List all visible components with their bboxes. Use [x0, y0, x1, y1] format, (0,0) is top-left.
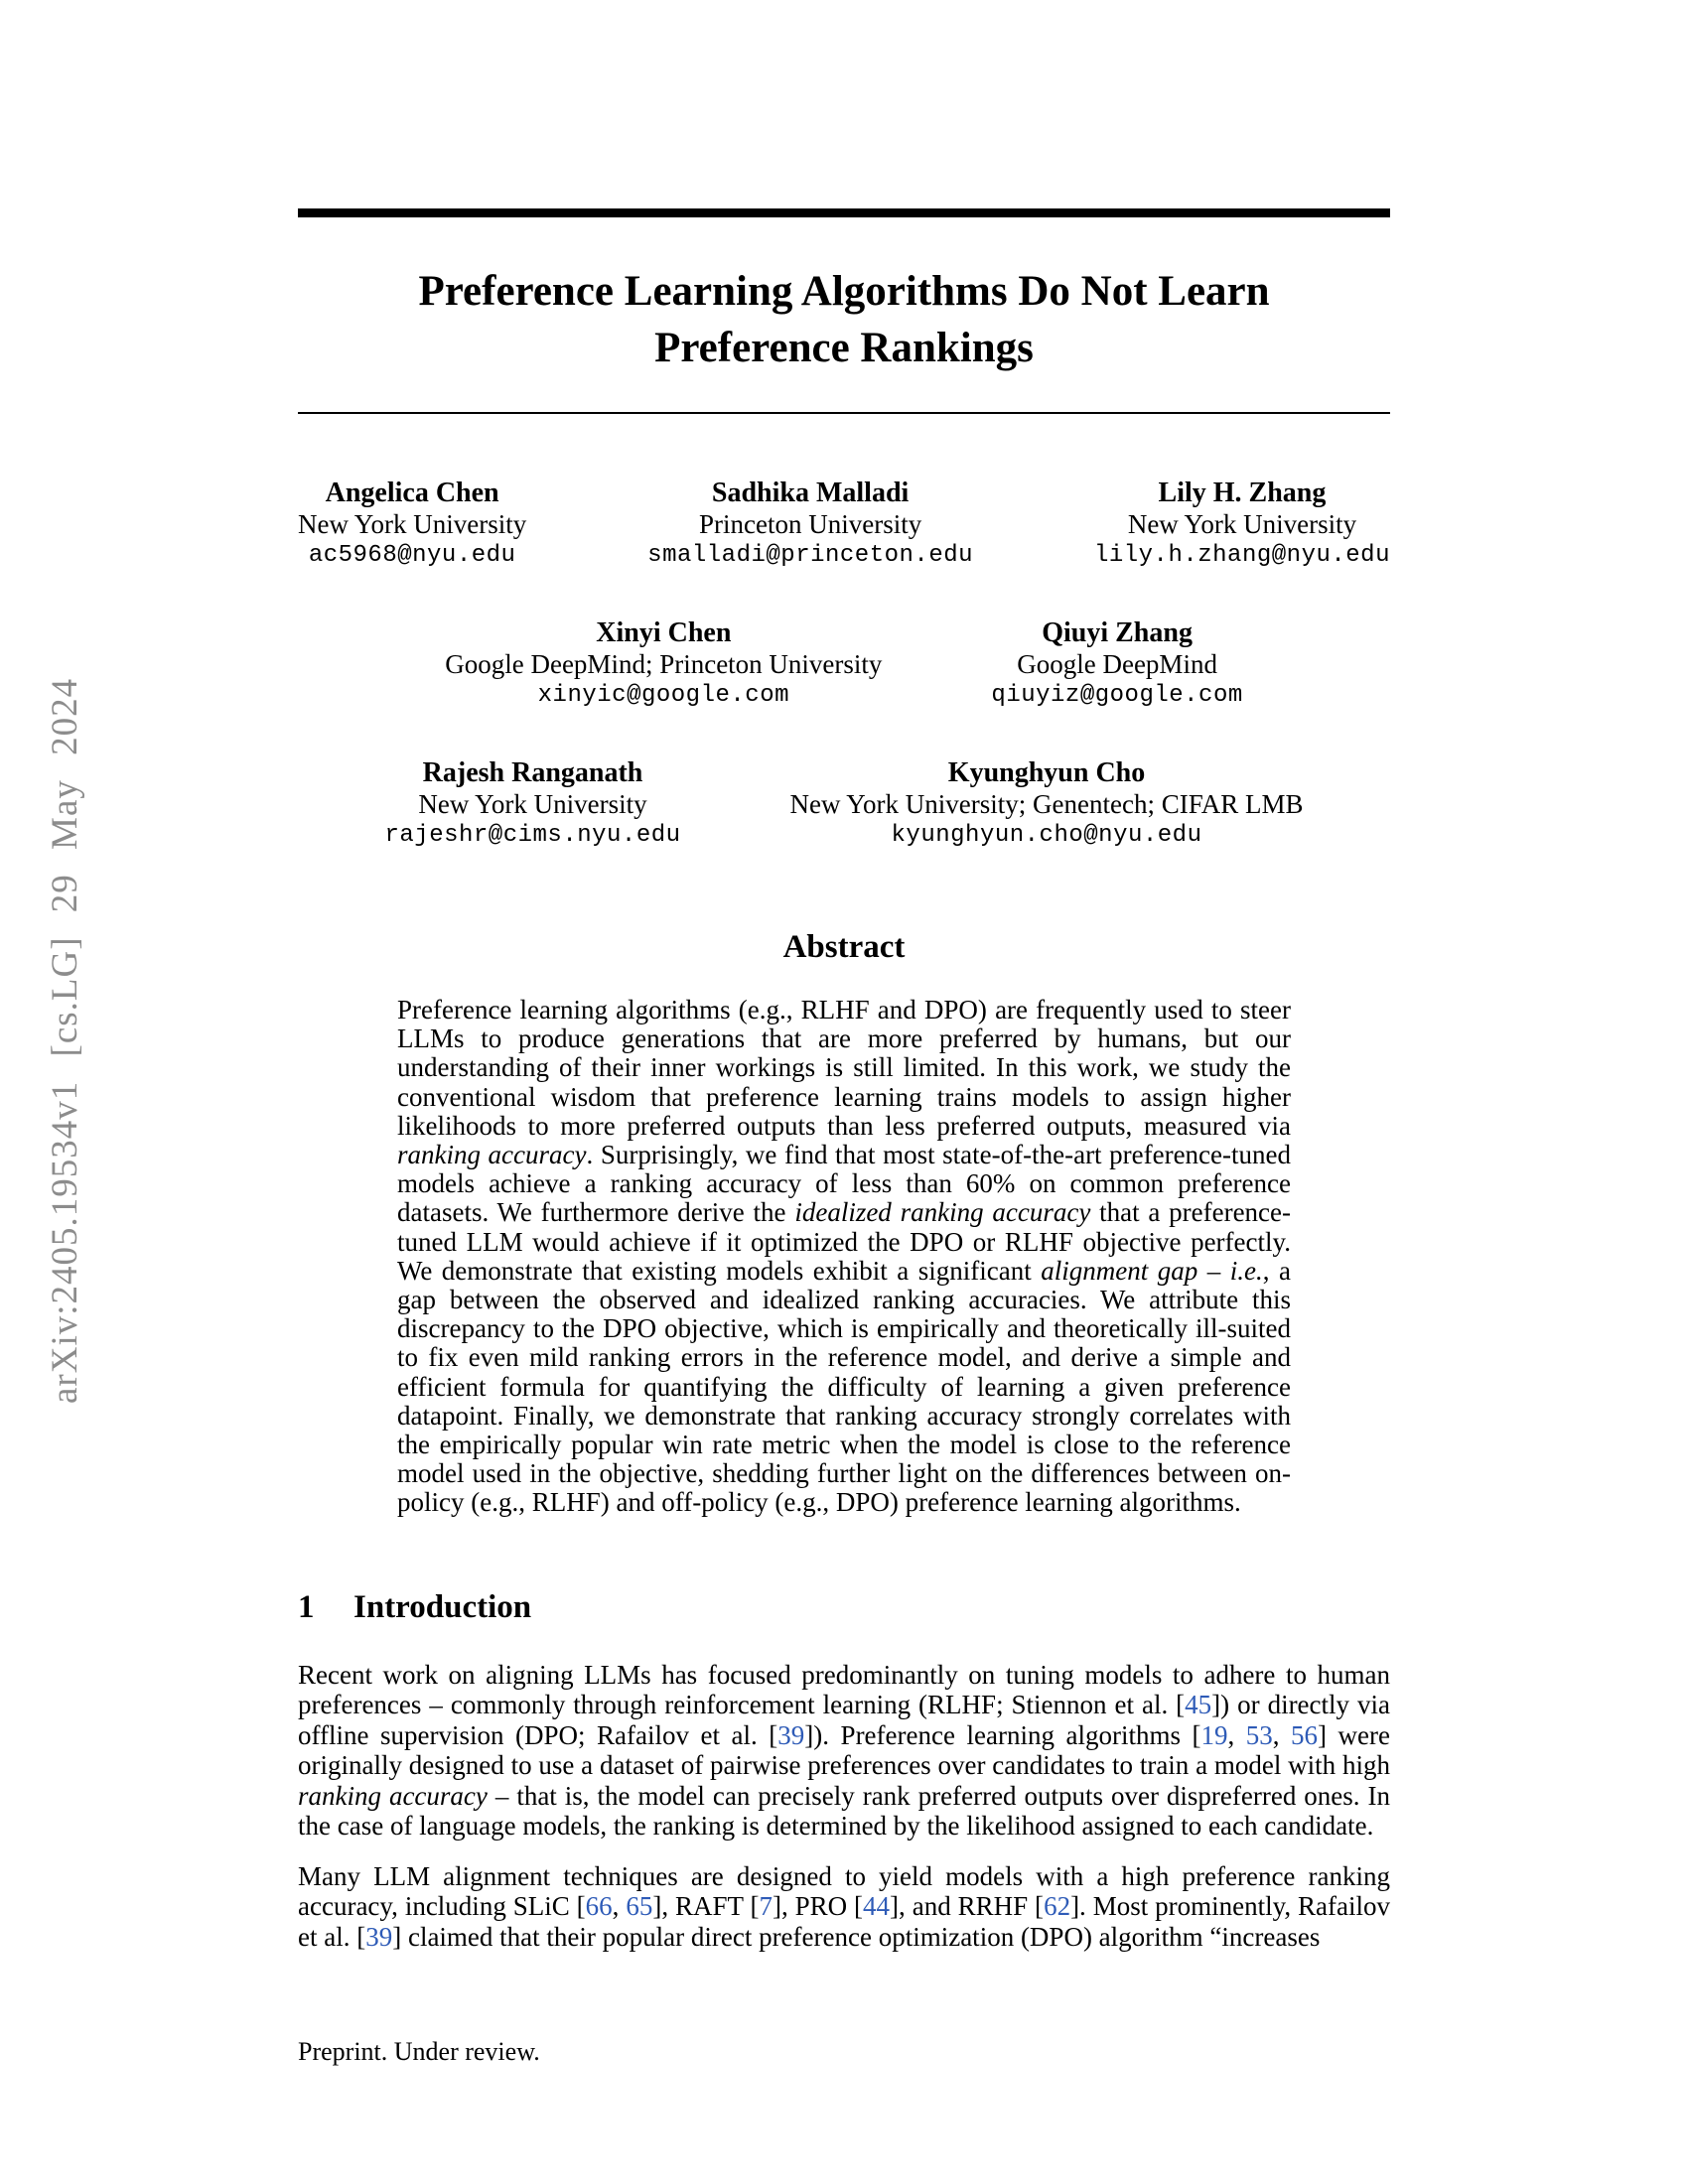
text-run: Recent work on aligning LLMs has focused predominantly on tuning models to adhere to human preferences – commonly through reinforcement learning (RLHF; Stiennon et al. [ [298, 1659, 1390, 1720]
intro-paragraph-1 [298, 1660, 1390, 1842]
section-1-heading [298, 1589, 1390, 1626]
section-number: 1 [298, 1588, 315, 1625]
text-run: ], RAFT [ [652, 1891, 760, 1922]
author-name: Sadhika Malladi [711, 478, 910, 508]
author-name: Lily H. Zhang [1158, 478, 1327, 508]
author-email: qiuyiz@google.com [991, 682, 1243, 709]
author-name: Xinyi Chen [596, 617, 732, 648]
citation-link[interactable]: 53 [1245, 1719, 1273, 1750]
author-email: lily.h.zhang@nyu.edu [1093, 542, 1390, 569]
author-affiliation: Princeton University [698, 509, 922, 539]
author-email: rajeshr@cims.nyu.edu [384, 822, 681, 849]
paper-title-line1: Preference Learning Algorithms Do Not Learn [418, 268, 1270, 315]
section-title: Introduction [353, 1588, 532, 1625]
author-email: ac5968@nyu.edu [308, 542, 516, 569]
text-run: ]). Preference learning algorithms [ [804, 1719, 1201, 1750]
citation-link[interactable]: 45 [1185, 1690, 1212, 1720]
italic-text: idealized ranking accuracy [794, 1197, 1091, 1228]
text-run: ]. Most prominently, Rafailov et al. [ [298, 1891, 1391, 1952]
text-run: – [1197, 1255, 1230, 1286]
paper-title-line2: Preference Rankings [654, 325, 1034, 371]
author-affiliation: New York University; Genentech; CIFAR LMB [789, 789, 1304, 819]
citation-link[interactable]: 39 [365, 1921, 393, 1952]
author-name: Rajesh Ranganath [422, 757, 643, 788]
citation-link[interactable]: 62 [1044, 1891, 1071, 1922]
text-run: Preference learning algorithms (e.g., RLHF and DPO) are frequently used to steer LLMs to produce generations that are more preferred by humans, but our understanding of their inner workings is still limited. In this work, we study the conventional wisdom that preference learning trains models to assign higher likelihoods to more preferred outputs than less preferred outputs, measured via [397, 995, 1291, 1141]
intro-paragraph-2 [298, 1861, 1390, 1953]
citation-link[interactable]: 7 [759, 1891, 773, 1922]
text-run: ], PRO [ [772, 1891, 864, 1922]
citation-link[interactable]: 44 [863, 1891, 891, 1922]
author-block [647, 478, 973, 572]
citation-link[interactable]: 56 [1291, 1719, 1319, 1750]
preprint-footer: Preprint. Under review. [298, 2037, 540, 2066]
abstract-heading: Abstract [782, 929, 906, 965]
italic-text: alignment gap [1041, 1255, 1198, 1286]
author-affiliation: New York University [1127, 509, 1357, 539]
author-rows [298, 478, 1390, 852]
citation-link[interactable]: 65 [626, 1891, 653, 1922]
author-affiliation: Google DeepMind [1017, 649, 1217, 679]
text-run: , a gap between the observed and idealized ranking accuracies. We attribute this discrepancy to the DPO objective, which is empirically and theoretically ill-suited to fix even mild ranking errors in the reference model, and derive a simple and efficient formula for quantifying the difficulty of learning a given preference datapoint. Finally, we demonstrate that ranking accuracy strongly correlates with the empirically popular win rate metric when the model is close to the reference model used in the objective, shedding further light on the differences between on-policy (e.g., RLHF) and off-policy (e.g., DPO) preference learning algorithms. [397, 1255, 1291, 1518]
text-run: ] were originally designed to use a dataset of pairwise preferences over candidates to train a model with high [298, 1719, 1391, 1781]
author-email: xinyic@google.com [537, 682, 789, 709]
author-block [298, 478, 526, 572]
author-name: Angelica Chen [325, 478, 499, 508]
author-block [445, 617, 882, 712]
author-email: kyunghyun.cho@nyu.edu [891, 822, 1202, 849]
paper-content [298, 0, 1390, 1952]
text-run: . Surprisingly, we find that most state-of-the-art preference-tuned models achieve a ranking accuracy of less than 60% on common preference datasets. We furthermore derive the [397, 1140, 1291, 1228]
text-run: , [1272, 1719, 1292, 1750]
author-block [384, 757, 680, 852]
author-affiliation: Google DeepMind; Princeton University [445, 649, 883, 679]
author-name: Kyunghyun Cho [947, 757, 1146, 788]
author-name: Qiuyi Zhang [1042, 617, 1193, 648]
italic-text: ranking accuracy [298, 1780, 488, 1811]
text-run: ], and RRHF [ [890, 1891, 1045, 1922]
italic-text: i.e. [1229, 1255, 1263, 1286]
author-row [298, 757, 1390, 852]
text-run: , [612, 1891, 627, 1922]
citation-link[interactable]: 39 [777, 1719, 805, 1750]
abstract-text [397, 996, 1291, 1518]
author-email: smalladi@princeton.edu [647, 542, 974, 569]
citation-link[interactable]: 66 [585, 1891, 613, 1922]
paper-title [298, 263, 1390, 376]
top-rule [298, 208, 1390, 217]
italic-text: ranking accuracy [397, 1140, 587, 1170]
text-run: – that is, the model can precisely rank preferred outputs over dispreferred ones. In the case of language models, the ranking is determined by the likelihood assigned to each candidate. [298, 1780, 1390, 1842]
title-rule [298, 412, 1390, 414]
author-affiliation: New York University [418, 789, 647, 819]
arxiv-stamp: arXiv:2405.19534v1 [cs.LG] 29 May 2024 [45, 677, 85, 1404]
text-run: ] claimed that their popular direct preference optimization (DPO) algorithm “increases [392, 1921, 1321, 1952]
text-run: , [1227, 1719, 1246, 1750]
text-run: that a preference-tuned LLM would achieve if it optimized the DPO or RLHF objective perfectly. We demonstrate that existing models exhibit a significant [397, 1197, 1292, 1286]
author-row [298, 478, 1390, 572]
author-row [298, 617, 1390, 712]
author-affiliation: New York University [298, 509, 527, 539]
author-block [991, 617, 1242, 712]
author-block [1094, 478, 1390, 572]
text-run: Many LLM alignment techniques are designed to yield models with a high preference ranking accuracy, including SLiC [ [298, 1860, 1390, 1922]
citation-link[interactable]: 19 [1200, 1719, 1228, 1750]
author-block [790, 757, 1304, 852]
text-run: ]) or directly via offline supervision (DPO; Rafailov et al. [ [298, 1690, 1390, 1750]
